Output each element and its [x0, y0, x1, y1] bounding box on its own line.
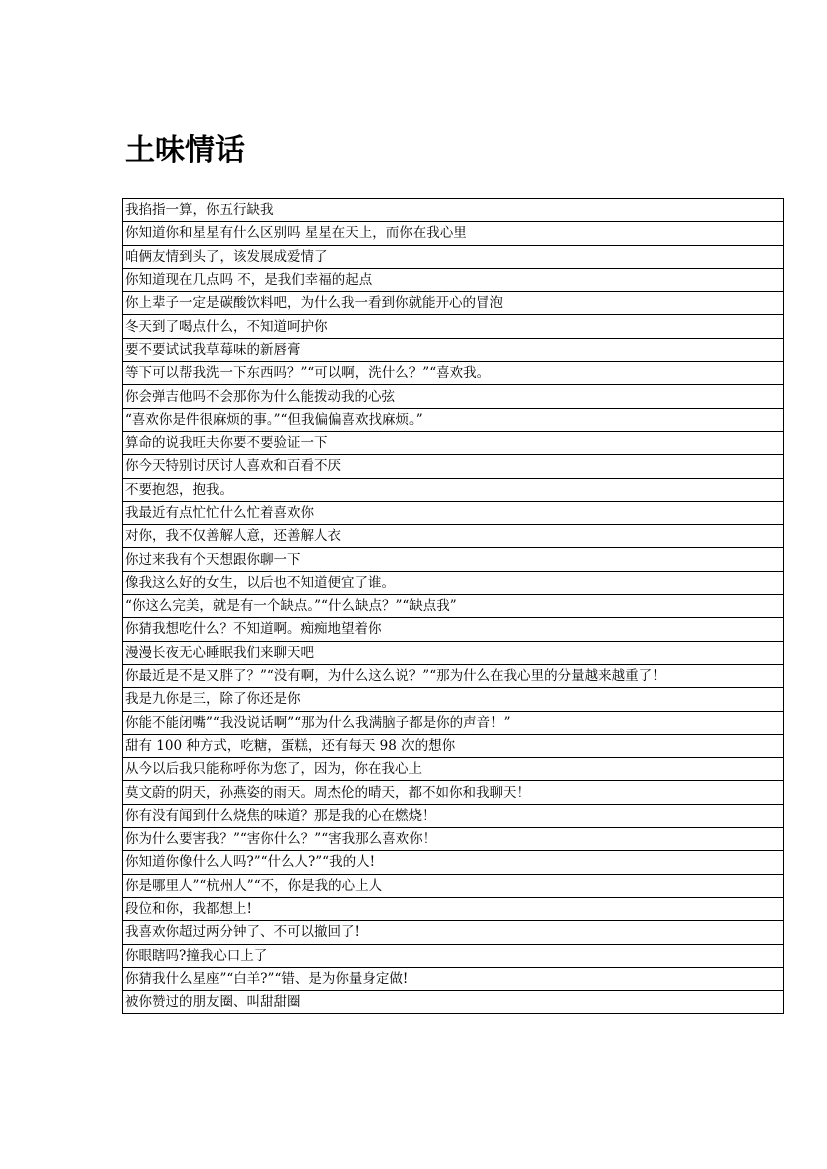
- table-row: [123, 851, 784, 874]
- pickup-line-cell: 你过来我有个天想跟你聊一下: [123, 548, 784, 571]
- table-row: [123, 734, 784, 757]
- table-row: [123, 944, 784, 967]
- pickup-line-cell: 我掐指一算，你五行缺我: [123, 199, 784, 222]
- table-row: [123, 781, 784, 804]
- table-row: [123, 664, 784, 687]
- pickup-line-cell: 要不要试试我草莓味的新唇膏: [123, 338, 784, 361]
- table-row: [123, 362, 784, 385]
- table-row: [123, 991, 784, 1014]
- pickup-line-cell: 你眼瞎吗?撞我心口上了: [123, 944, 784, 967]
- pickup-line-cell: 你上辈子一定是碳酸饮料吧，为什么我一看到你就能开心的冒泡: [123, 292, 784, 315]
- table-row: [123, 874, 784, 897]
- pickup-line-cell: 漫漫长夜无心睡眠我们来聊天吧: [123, 641, 784, 664]
- pickup-line-cell: 我最近有点忙忙什么忙着喜欢你: [123, 501, 784, 524]
- pickup-line-cell: 你知道你和星星有什么区别吗 星星在天上，而你在我心里: [123, 222, 784, 245]
- pickup-line-cell: 你知道现在几点吗 不，是我们幸福的起点: [123, 268, 784, 291]
- table-row: [123, 897, 784, 920]
- table-row: [123, 548, 784, 571]
- pickup-lines-table: [122, 198, 784, 1014]
- table-row: [123, 292, 784, 315]
- table-row: [123, 525, 784, 548]
- pickup-line-cell: 被你赞过的朋友圈、叫甜甜圈: [123, 991, 784, 1014]
- pickup-line-cell: 你知道你像什么人吗?”“什么人?”“我的人!: [123, 851, 784, 874]
- table-row: [123, 338, 784, 361]
- table-row: [123, 711, 784, 734]
- table-row: [123, 967, 784, 990]
- pickup-line-cell: 你为什么要害我？”“害你什么？”“害我那么喜欢你！: [123, 828, 784, 851]
- pickup-line-cell: 你有没有闻到什么烧焦的味道？那是我的心在燃烧！: [123, 804, 784, 827]
- table-row: [123, 245, 784, 268]
- table-row: [123, 501, 784, 524]
- pickup-line-cell: 你是哪里人”“杭州人”“不，你是我的心上人: [123, 874, 784, 897]
- table-row: [123, 315, 784, 338]
- table-row: [123, 688, 784, 711]
- table-row: [123, 455, 784, 478]
- table-row: [123, 618, 784, 641]
- table-row: [123, 199, 784, 222]
- table-row: [123, 431, 784, 454]
- pickup-line-cell: 莫文蔚的阴天，孙燕姿的雨天。周杰伦的晴天，都不如你和我聊天！: [123, 781, 784, 804]
- pickup-line-cell: 段位和你，我都想上!: [123, 897, 784, 920]
- table-row: [123, 758, 784, 781]
- pickup-line-cell: 你猜我想吃什么？不知道啊。痴痴地望着你: [123, 618, 784, 641]
- table-row: [123, 595, 784, 618]
- pickup-line-cell: 你今天特别讨厌讨人喜欢和百看不厌: [123, 455, 784, 478]
- pickup-line-cell: 我喜欢你超过两分钟了、不可以撤回了!: [123, 921, 784, 944]
- pickup-line-cell: “喜欢你是件很麻烦的事。”“但我偏偏喜欢找麻烦。”: [123, 408, 784, 431]
- pickup-line-cell: 甜有 100 种方式，吃糖，蛋糕，还有每天 98 次的想你: [123, 734, 784, 757]
- pickup-line-cell: 我是九你是三，除了你还是你: [123, 688, 784, 711]
- pickup-line-cell: 像我这么好的女生，以后也不知道便宜了谁。: [123, 571, 784, 594]
- table-row: [123, 921, 784, 944]
- pickup-line-cell: 咱俩友情到头了，该发展成爱情了: [123, 245, 784, 268]
- pickup-line-cell: “你这么完美，就是有一个缺点。”“什么缺点？”“缺点我”: [123, 595, 784, 618]
- pickup-line-cell: 你最近是不是又胖了？”“没有啊，为什么这么说？”“那为什么在我心里的分量越来越重了！: [123, 664, 784, 687]
- table-row: [123, 571, 784, 594]
- table-row: [123, 641, 784, 664]
- pickup-line-cell: 等下可以帮我洗一下东西吗？”“可以啊，洗什么？”“喜欢我。: [123, 362, 784, 385]
- pickup-line-cell: 冬天到了喝点什么，不知道呵护你: [123, 315, 784, 338]
- table-row: [123, 268, 784, 291]
- pickup-line-cell: 你猜我什么星座”“白羊?”“错、是为你量身定做!: [123, 967, 784, 990]
- pickup-line-cell: 对你，我不仅善解人意，还善解人衣: [123, 525, 784, 548]
- table-row: [123, 222, 784, 245]
- table-row: [123, 804, 784, 827]
- pickup-line-cell: 你会弹吉他吗不会那你为什么能拨动我的心弦: [123, 385, 784, 408]
- pickup-line-cell: 从今以后我只能称呼你为您了，因为，你在我心上: [123, 758, 784, 781]
- table-row: [123, 408, 784, 431]
- table-row: [123, 828, 784, 851]
- table-row: [123, 478, 784, 501]
- pickup-line-cell: 不要抱怨，抱我。: [123, 478, 784, 501]
- pickup-line-cell: 你能不能闭嘴”“我没说话啊”“那为什么我满脑子都是你的声音！”: [123, 711, 784, 734]
- table-row: [123, 385, 784, 408]
- pickup-lines-body: [123, 199, 784, 1014]
- page-title: 土味情话: [125, 133, 245, 168]
- pickup-line-cell: 算命的说我旺夫你要不要验证一下: [123, 431, 784, 454]
